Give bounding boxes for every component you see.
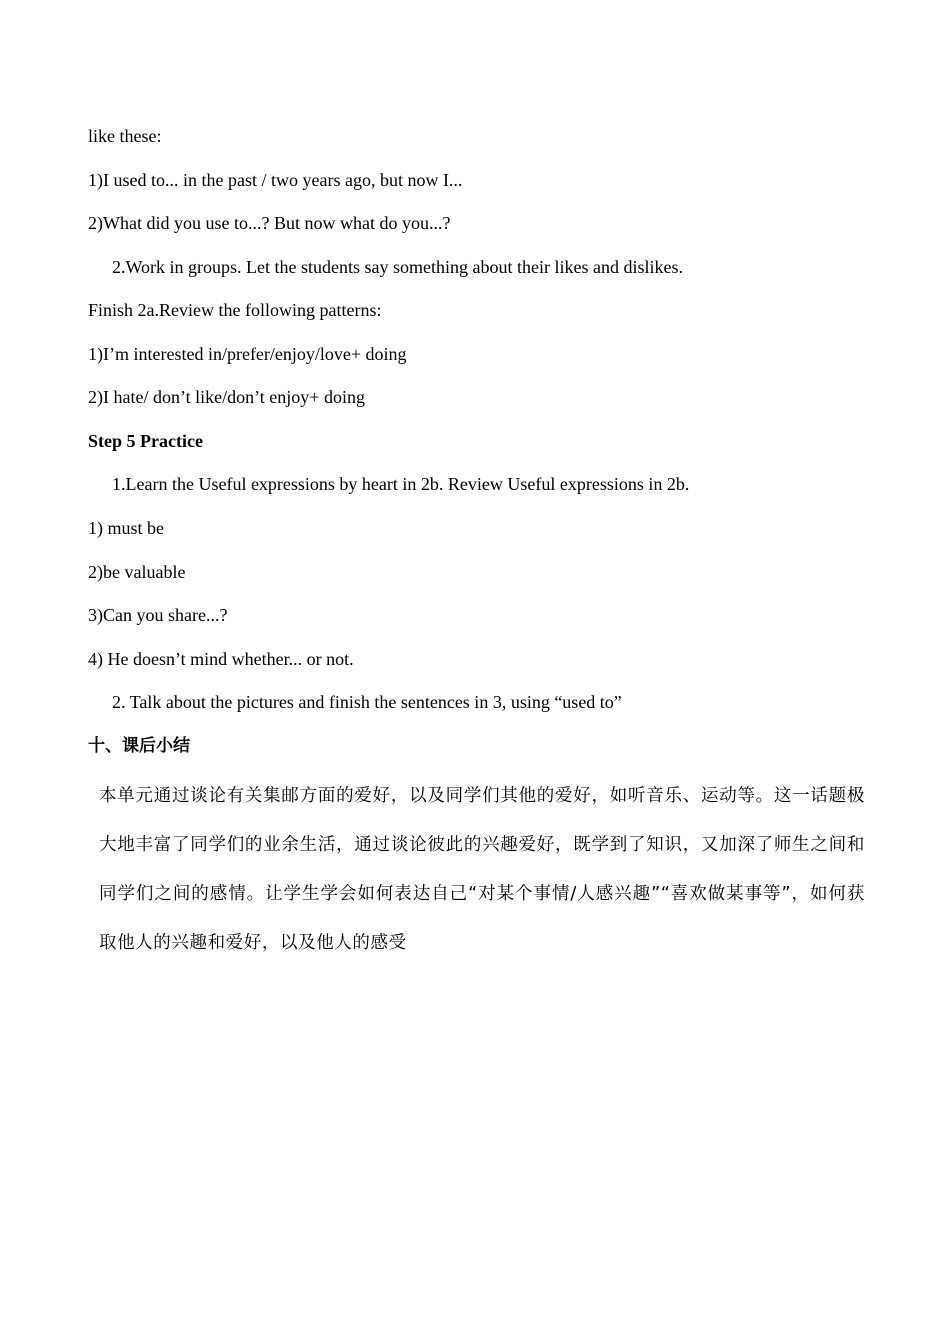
section-heading: 十、课后小结 <box>88 736 190 756</box>
step-heading: Step 5 Practice <box>88 431 203 451</box>
text-line: 2)be valuable <box>88 562 186 582</box>
text-line: 2.Work in groups. Let the students say something about their likes and dislikes. <box>112 257 683 277</box>
text-line: like these: <box>88 126 162 146</box>
text-line: 2)I hate/ don’t like/don’t enjoy+ doing <box>88 387 365 407</box>
summary-paragraph: 本单元通过谈论有关集邮方面的爱好，以及同学们其他的爱好，如听音乐、运动等。这一话题极大地丰富了同学们的业余生活，通过谈论彼此的兴趣爱好，既学到了知识，又加深了师生之间和同学们之间的感情。让学生学会如何表达自己“对某个事情/人感兴趣”“喜欢做某事等”，如何获取他人的兴趣和爱好，以及他人的感受 <box>99 786 865 953</box>
text-line: 1) must be <box>88 518 164 538</box>
text-line: 4) He doesn’t mind whether... or not. <box>88 649 354 669</box>
text-line: 1.Learn the Useful expressions by heart in 2b. Review Useful expressions in 2b. <box>112 474 690 494</box>
text-line: 1)I used to... in the past / two years ago, but now I... <box>88 170 463 190</box>
text-line: 1)I’m interested in/prefer/enjoy/love+ doing <box>88 344 407 364</box>
text-line: 2. Talk about the pictures and finish the sentences in 3, using “used to” <box>112 692 622 712</box>
text-line: 2)What did you use to...? But now what do you...? <box>88 213 451 233</box>
text-line: Finish 2a.Review the following patterns: <box>88 300 382 320</box>
text-line: 3)Can you share...? <box>88 605 228 625</box>
